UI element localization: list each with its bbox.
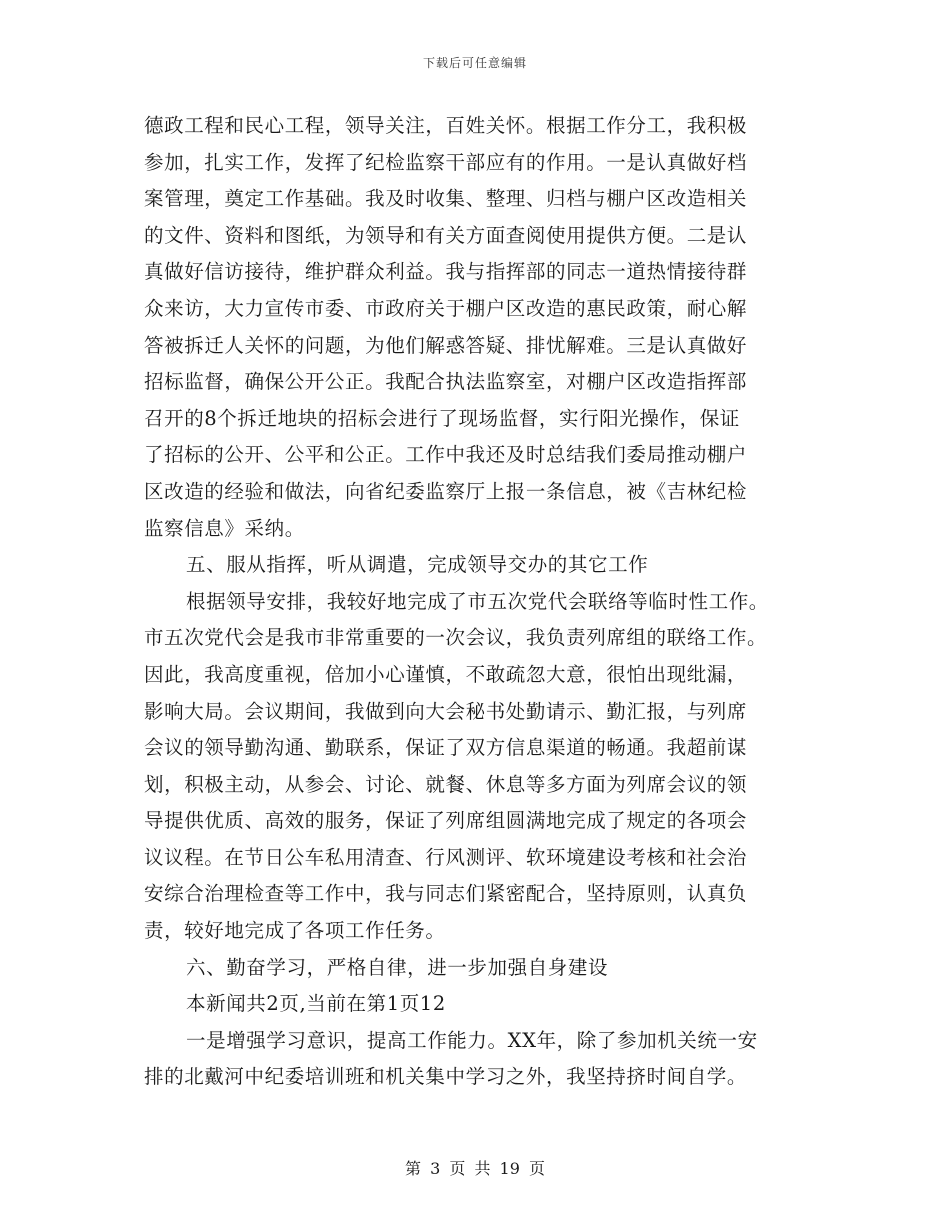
paragraph-line: 的文件、资料和图纸，为领导和有关方面查阅使用提供方便。二是认 bbox=[144, 223, 748, 247]
paragraph-line-indented: 本新闻共2页,当前在第1页12 bbox=[186, 992, 446, 1016]
paragraph-line: 市五次党代会是我市非常重要的一次会议，我负责列席组的联络工作。 bbox=[144, 626, 768, 650]
paragraph-line: 众来访，大力宣传市委、市政府关于棚户区改造的惠民政策，耐心解 bbox=[144, 296, 748, 320]
paragraph-line: 划，积极主动，从参会、讨论、就餐、休息等多方面为列席会议的领 bbox=[144, 772, 748, 796]
paragraph-line-indented: 一是增强学习意识，提高工作能力。XX年，除了参加机关统一安 bbox=[186, 1028, 758, 1052]
paragraph-line: 安综合治理检查等工作中，我与同志们紧密配合，坚持原则，认真负 bbox=[144, 882, 748, 906]
paragraph-line-indented: 五、服从指挥，听从调遣，完成领导交办的其它工作 bbox=[186, 553, 649, 577]
paragraph-line: 影响大局。会议期间，我做到向大会秘书处勤请示、勤汇报，与列席 bbox=[144, 699, 748, 723]
paragraph-line: 了招标的公开、公平和公正。工作中我还及时总结我们委局推动棚户 bbox=[144, 443, 748, 467]
paragraph-line: 区改造的经验和做法，向省纪委监察厅上报一条信息，被《吉林纪检 bbox=[144, 479, 748, 503]
paragraph-line: 排的北戴河中纪委培训班和机关集中学习之外，我坚持挤时间自学。 bbox=[144, 1065, 748, 1089]
page-number-footer: 第 3 页 共 19 页 bbox=[405, 1159, 545, 1178]
paragraph-line: 真做好信访接待，维护群众利益。我与指挥部的同志一道热情接待群 bbox=[144, 260, 748, 284]
paragraph-line: 议议程。在节日公车私用清查、行风测评、软环境建设考核和社会治 bbox=[144, 845, 748, 869]
paragraph-line: 案管理，奠定工作基础。我及时收集、整理、归档与棚户区改造相关 bbox=[144, 187, 748, 211]
paragraph-line: 德政工程和民心工程，领导关注，百姓关怀。根据工作分工，我积极 bbox=[144, 114, 748, 137]
document-body bbox=[144, 108, 814, 1096]
paragraph-line: 因此，我高度重视，倍加小心谨慎，不敢疏忽大意，很怕出现纰漏， bbox=[144, 662, 748, 686]
paragraph-line: 招标监督，确保公开公正。我配合执法监察室，对棚户区改造指挥部 bbox=[144, 370, 748, 394]
paragraph-line: 参加，扎实工作，发挥了纪检监察干部应有的作用。一是认真做好档 bbox=[144, 150, 748, 174]
paragraph-line-indented: 六、勤奋学习，严格自律，进一步加强自身建设 bbox=[186, 955, 609, 979]
paragraph-line: 会议的领导勤沟通、勤联系，保证了双方信息渠道的畅通。我超前谋 bbox=[144, 736, 748, 760]
paragraph-line: 召开的8个拆迁地块的招标会进行了现场监督，实行阳光操作，保证 bbox=[144, 406, 740, 430]
paragraph-line: 答被拆迁人关怀的问题，为他们解惑答疑、排忧解难。三是认真做好 bbox=[144, 333, 748, 357]
paragraph-line: 监察信息》采纳。 bbox=[144, 516, 305, 540]
paragraph-line-indented: 根据领导安排，我较好地完成了市五次党代会联络等临时性工作。 bbox=[186, 589, 769, 613]
page-header: 下载后可任意编辑 bbox=[422, 56, 527, 70]
paragraph-line: 责，较好地完成了各项工作任务。 bbox=[144, 919, 446, 943]
paragraph-line: 导提供优质、高效的服务，保证了列席组圆满地完成了规定的各项会 bbox=[144, 809, 748, 833]
